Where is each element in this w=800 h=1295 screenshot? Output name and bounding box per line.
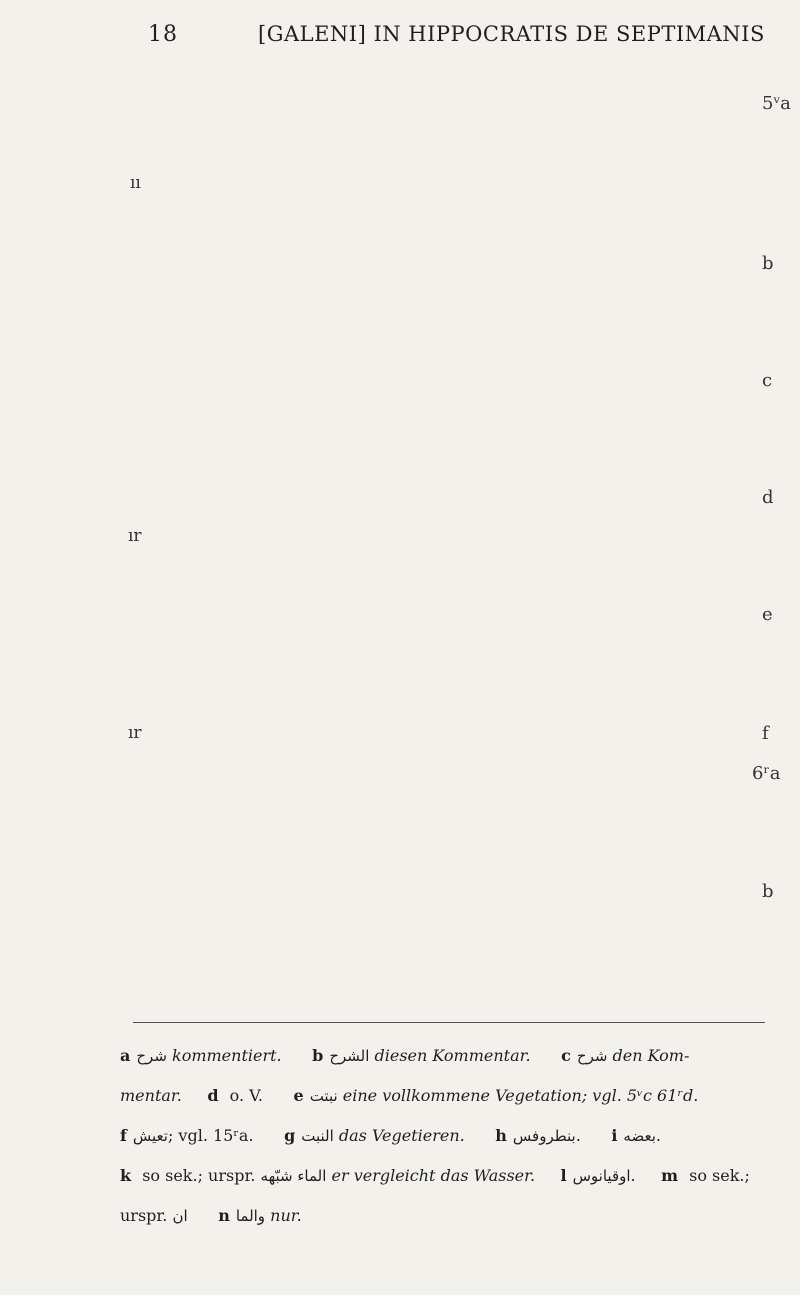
page-number: 18 (148, 22, 178, 47)
footnote-line: k so sek.; urspr. الماء شبّهه er vergleicht das Wasser. l اوقيانوس. m so sek.; (120, 1166, 750, 1185)
margin-ref: f (762, 722, 769, 744)
margin-ref: e (762, 603, 773, 625)
margin-ref: c (762, 369, 773, 391)
page-header (0, 14, 800, 58)
margin-ref: 5ᵛa (762, 92, 791, 114)
footnote-divider (133, 1022, 765, 1023)
margin-ref: ır (128, 526, 142, 546)
margin-ref: b (762, 252, 774, 274)
margin-ref: ıı (130, 173, 141, 193)
footnote-line: urspr. ان n والما nur. (120, 1206, 302, 1225)
footnote-line: mentar. d o. V. e نبتت eine vollkommene Vegetation; vgl. 5ᵛc 61ʳd. (120, 1086, 699, 1105)
running-title: [GALENI] IN HIPPOCRATIS DE SEPTIMANIS (258, 22, 765, 46)
margin-ref: b (762, 880, 774, 902)
margin-ref: 6ʳa (752, 762, 781, 784)
footnotes (120, 1036, 770, 1236)
margin-ref: ır (128, 723, 142, 743)
margin-ref: d (762, 486, 774, 508)
footnote-line: f تعيش; vgl. 15ʳa. g النبت das Vegetieren. h بنطروفس. i بعضه. (120, 1126, 661, 1145)
footnote-line: a شرح kommentiert. b الشرح diesen Kommentar. c شرح den Kom- (120, 1046, 690, 1065)
